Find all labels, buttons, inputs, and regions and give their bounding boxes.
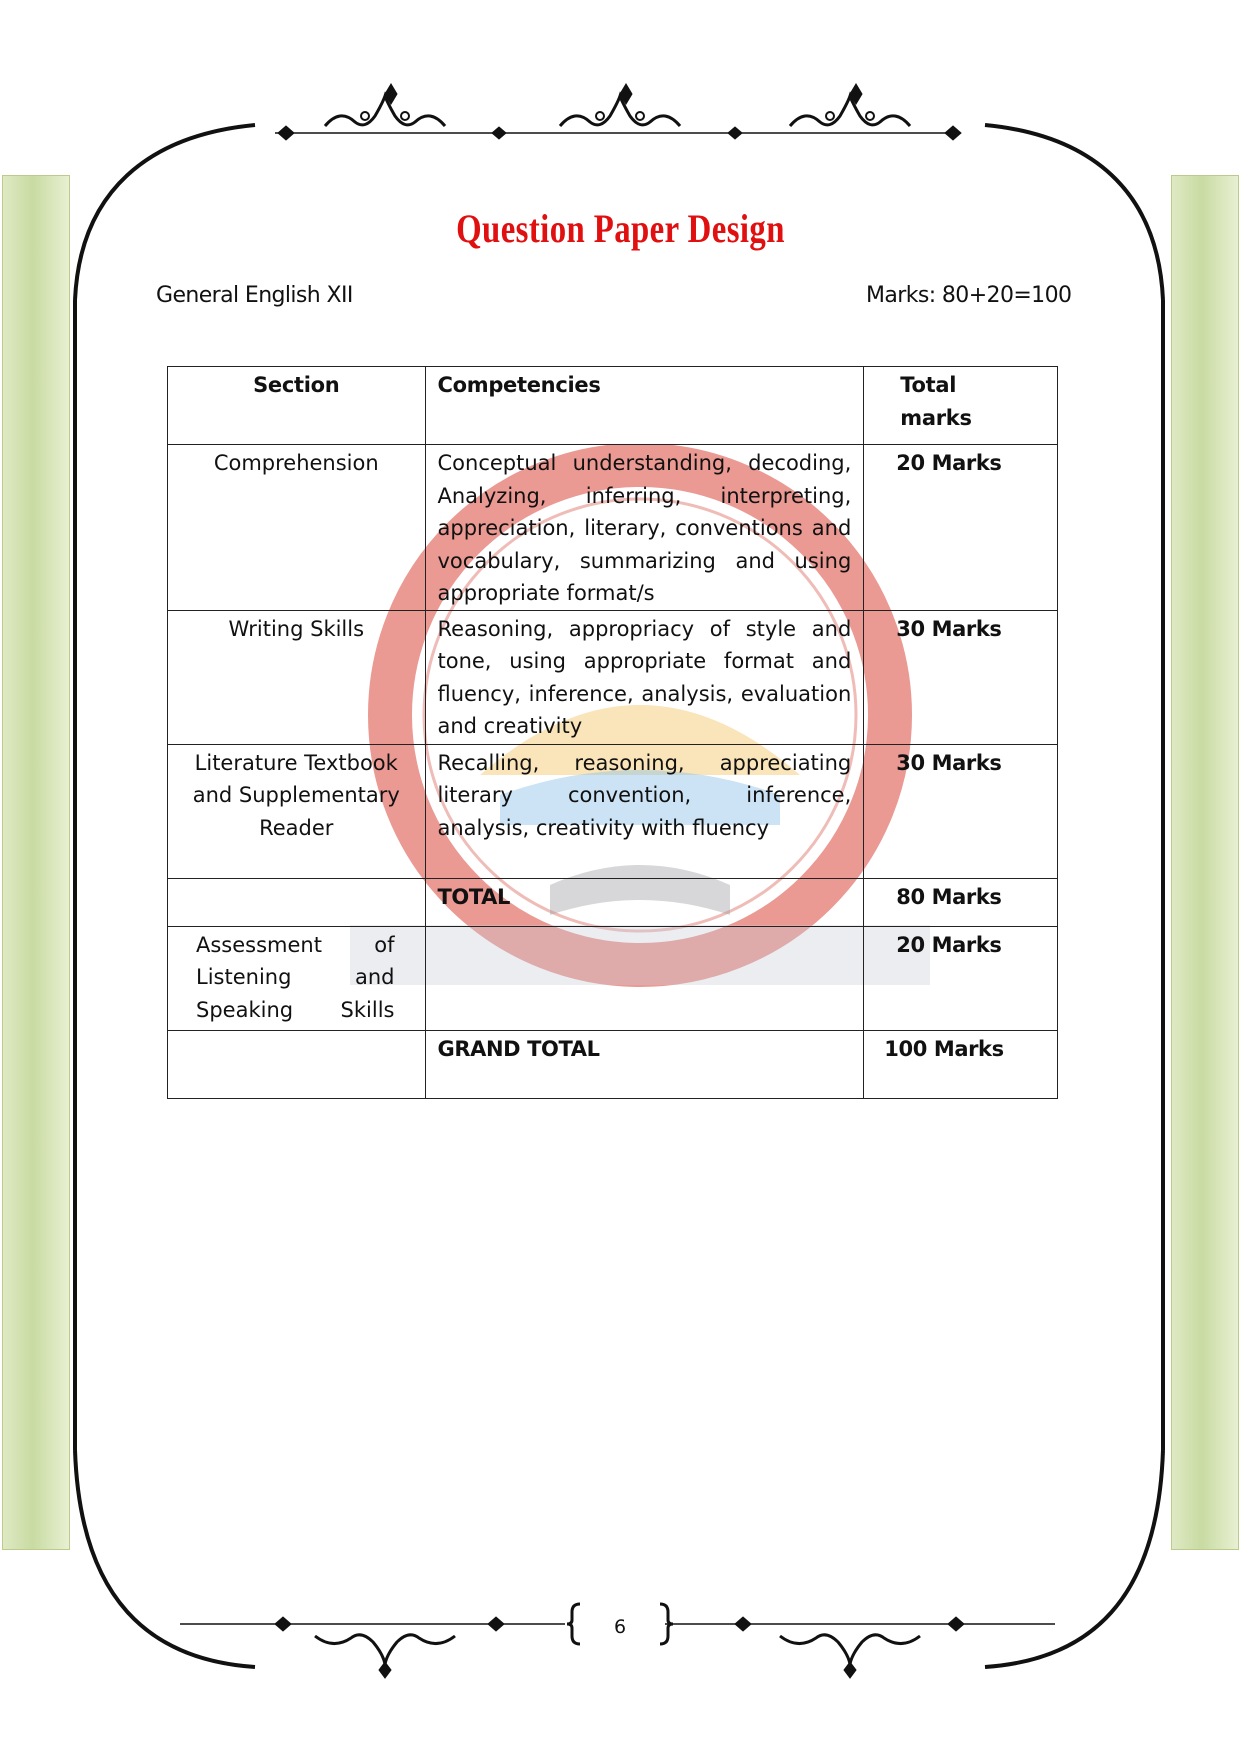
row-section: Assessment of Listening and Speaking Skills: [168, 926, 426, 1030]
page-title: Question Paper Design: [456, 206, 785, 251]
row-marks: 80 Marks: [864, 878, 1058, 926]
header-total-marks: [864, 367, 1058, 445]
header-total-marks-line2: marks: [900, 405, 972, 430]
row-section: [168, 1030, 426, 1098]
subject-label: General English XII: [156, 283, 353, 308]
table-row: [168, 610, 1058, 744]
row-section: Comprehension: [168, 445, 426, 611]
row-section: Literature Textbook and Supplementary Reader: [168, 744, 426, 878]
header-competencies: Competencies: [425, 367, 864, 445]
row-marks: 20 Marks: [864, 445, 1058, 611]
table-row: [168, 744, 1058, 878]
row-competencies: [425, 926, 864, 1030]
page-number: 6: [613, 1616, 627, 1638]
top-ornament: [275, 84, 961, 140]
total-label: TOTAL: [425, 878, 864, 926]
table-row: [168, 926, 1058, 1030]
row-marks: 100 Marks: [864, 1030, 1058, 1098]
row-marks: 30 Marks: [864, 744, 1058, 878]
row-competencies: Conceptual understanding, decoding, Analyzing, inferring, interpreting, appreciation, literary, conventions and vocabulary, summarizing and using appropriate format/s: [425, 445, 864, 611]
row-marks: 30 Marks: [864, 610, 1058, 744]
question-paper-design-table: [167, 366, 1058, 1099]
row-competencies: Reasoning, appropriacy of style and tone, using appropriate format and fluency, inference, analysis, evaluation and creativity: [425, 610, 864, 744]
table-row-total: [168, 878, 1058, 926]
header-total-marks-line1: Total: [900, 373, 957, 397]
row-section: Writing Skills: [168, 610, 426, 744]
table-row-grand-total: [168, 1030, 1058, 1098]
row-section: [168, 878, 426, 926]
grand-total-label: GRAND TOTAL: [425, 1030, 864, 1098]
row-competencies: Recalling, reasoning, appreciating literary convention, inference, analysis, creativity with fluency: [425, 744, 864, 878]
header-section: Section: [168, 367, 426, 445]
table-row: [168, 445, 1058, 611]
marks-label: Marks: 80+20=100: [866, 283, 1072, 308]
row-marks: 20 Marks: [864, 926, 1058, 1030]
table-header-row: [168, 367, 1058, 445]
